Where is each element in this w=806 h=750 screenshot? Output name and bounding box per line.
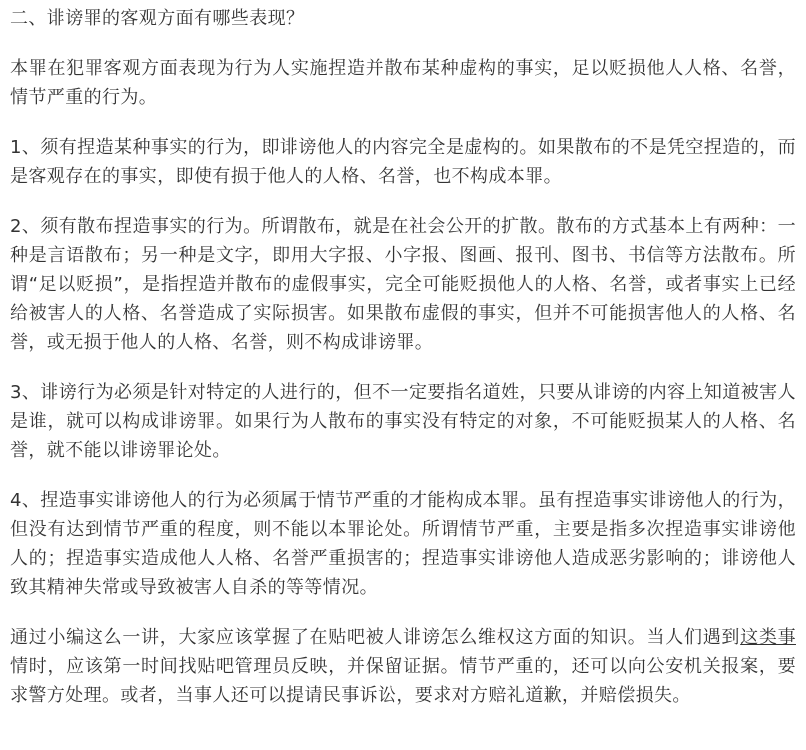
paragraph-item-1: 1、须有捏造某种事实的行为，即诽谤他人的内容完全是虚构的。如果散布的不是凭空捏造的，而是客观存在的事实，即使有损于他人的人格、名誉，也不构成本罪。 bbox=[10, 137, 796, 187]
closing-text-before-link: 通过小编这么一讲，大家应该掌握了在贴吧被人诽谤怎么维权这方面的知识。当人们遇到 bbox=[10, 627, 741, 648]
paragraph-item-2: 2、须有散布捏造事实的行为。所谓散布，就是在社会公开的扩散。散布的方式基本上有两种：一种是言语散布；另一种是文字，即用大字报、小字报、图画、报刊、图书、书信等方法散布。所谓“足以贬损”，是指捏造并散布的虚假事实，完全可能贬损他人的人格、名誉，或者事实上已经给被害人的人格、名誉造成了实际损害。如果散布虚假的事实，但并不可能损害他人的人格、名誉，或无损于他人的人格、名誉，则不构成诽谤罪。 bbox=[10, 216, 796, 353]
closing-text-after-link: 情时，应该第一时间找贴吧管理员反映，并保留证据。情节严重的，还可以向公安机关报案，要求警方处理。或者，当事人还可以提请民事诉讼，要求对方赔礼道歉，并赔偿损失。 bbox=[10, 656, 796, 706]
paragraph-item-3: 3、诽谤行为必须是针对特定的人进行的，但不一定要指名道姓，只要从诽谤的内容上知道被害人是谁，就可以构成诽谤罪。如果行为人散布的事实没有特定的对象，不可能贬损某人的人格、名誉，就不能以诽谤罪论处。 bbox=[10, 382, 796, 461]
paragraph-closing bbox=[10, 623, 796, 710]
paragraph-item-4: 4、捏造事实诽谤他人的行为必须属于情节严重的才能构成本罪。虽有捏造事实诽谤他人的行为，但没有达到情节严重的程度，则不能以本罪论处。所谓情节严重，主要是指多次捏造事实诽谤他人的；捏造事实造成他人人格、名誉严重损害的；捏造事实诽谤他人造成恶劣影响的；诽谤他人致其精神失常或导致被害人自杀的等等情况。 bbox=[10, 490, 796, 598]
related-topic-link[interactable]: 这类事 bbox=[740, 627, 796, 648]
article-heading: 二、诽谤罪的客观方面有哪些表现？ bbox=[10, 8, 305, 29]
paragraph-intro: 本罪在犯罪客观方面表现为行为人实施捏造并散布某种虚构的事实，足以贬损他人人格、名誉，情节严重的行为。 bbox=[10, 58, 796, 108]
